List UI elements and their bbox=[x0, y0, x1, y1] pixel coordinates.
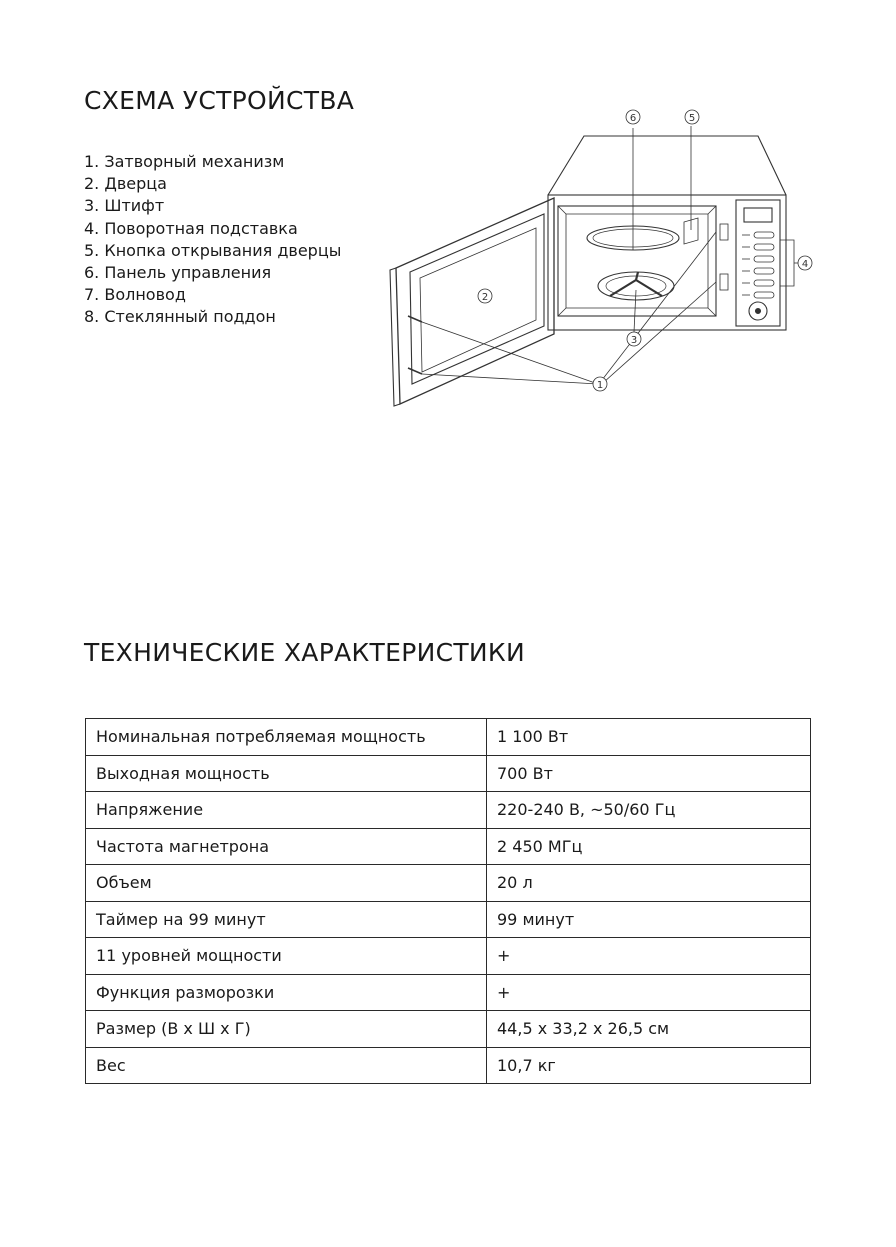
list-item: 8. Стеклянный поддон bbox=[84, 307, 276, 327]
spec-label: 11 уровней мощности bbox=[86, 938, 487, 975]
specs-table bbox=[85, 718, 811, 1084]
list-item: 7. Волновод bbox=[84, 285, 186, 305]
table-row bbox=[86, 792, 811, 829]
latch bbox=[408, 316, 422, 374]
table-row bbox=[86, 865, 811, 902]
cabinet-front bbox=[548, 195, 786, 330]
spec-value: 1 100 Вт bbox=[487, 719, 811, 756]
parts-list bbox=[84, 151, 341, 329]
cabinet-top bbox=[548, 136, 786, 195]
list-item: 3. Штифт bbox=[84, 196, 165, 216]
list-item: 1. Затворный механизм bbox=[84, 152, 285, 171]
spec-label: Вес bbox=[86, 1047, 487, 1084]
spec-label: Размер (В х Ш х Г) bbox=[86, 1011, 487, 1048]
spec-value: 10,7 кг bbox=[487, 1047, 811, 1084]
spec-label: Номинальная потребляемая мощность bbox=[86, 719, 487, 756]
list-item: 6. Панель управления bbox=[84, 263, 272, 283]
list-item: 5. Кнопка открывания дверцы bbox=[84, 240, 342, 260]
table-row bbox=[86, 901, 811, 938]
spec-value: 2 450 МГц bbox=[487, 828, 811, 865]
spec-value: 44,5 х 33,2 х 26,5 см bbox=[487, 1011, 811, 1048]
control-panel bbox=[736, 200, 780, 326]
table-row bbox=[86, 974, 811, 1011]
spec-value: + bbox=[487, 938, 811, 975]
spec-value: 700 Вт bbox=[487, 755, 811, 792]
list-item: 2. Дверца bbox=[84, 174, 167, 194]
list-item: 4. Поворотная подставка bbox=[84, 218, 298, 238]
table-row bbox=[86, 938, 811, 975]
display-window bbox=[744, 208, 772, 222]
spec-label: Напряжение bbox=[86, 792, 487, 829]
specs-title: ТЕХНИЧЕСКИЕ ХАРАКТЕРИСТИКИ bbox=[84, 638, 525, 667]
callout-2: 2 bbox=[481, 292, 489, 303]
callout-5: 5 bbox=[688, 113, 696, 124]
spec-label: Объем bbox=[86, 865, 487, 902]
scheme-title: СХЕМА УСТРОЙСТВА bbox=[84, 86, 355, 115]
spec-value: + bbox=[487, 974, 811, 1011]
spec-value: 99 минут bbox=[487, 901, 811, 938]
callout-1: 1 bbox=[596, 380, 604, 391]
spec-value: 220-240 В, ~50/60 Гц bbox=[487, 792, 811, 829]
spec-label: Частота магнетрона bbox=[86, 828, 487, 865]
table-row bbox=[86, 1047, 811, 1084]
callout-4: 4 bbox=[801, 259, 809, 270]
table-row bbox=[86, 1011, 811, 1048]
table-row bbox=[86, 755, 811, 792]
spec-label: Выходная мощность bbox=[86, 755, 487, 792]
spec-value: 20 л bbox=[487, 865, 811, 902]
spec-label: Функция разморозки bbox=[86, 974, 487, 1011]
table-row bbox=[86, 719, 811, 756]
spec-label: Таймер на 99 минут bbox=[86, 901, 487, 938]
microwave-diagram bbox=[388, 100, 818, 410]
table-row bbox=[86, 828, 811, 865]
callout-3: 3 bbox=[630, 335, 638, 346]
callout-6: 6 bbox=[629, 113, 637, 124]
